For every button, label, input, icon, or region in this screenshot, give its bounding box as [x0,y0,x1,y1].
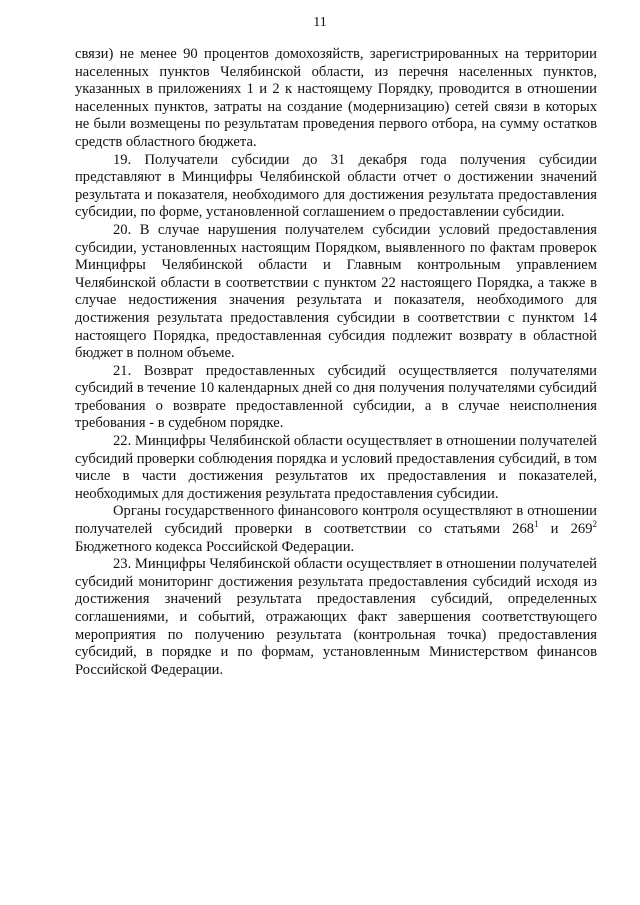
paragraph-22-control-mid: и 269 [538,521,593,538]
article-superscript-1: 1 [534,519,539,530]
paragraph-20: 20. В случае нарушения получателем субсидии условий предоставления субсидии, установленных настоящим Порядком, выявленного по фактам проверок Минцифры Челябинской области и Главным контрольным управлением Челябинской области в соответствии с пунктом 22 настоящего Порядка, а также в случае недостижения значения результата и показателя, необходимого для достижения результата предоставления субсидии в соответствии с пунктом 14 настоящего Порядка, предоставленная субсидия подлежит возврату в областной бюджет в полном объеме. [75,221,597,362]
paragraph-22-control-end: Бюджетного кодекса Российской Федерации. [75,538,355,555]
paragraph-22-control-start: Органы государственного финансового контроля осуществляют в отношении получателей субсидий проверки в соответствии со статьями 268 [75,503,597,538]
paragraph-19: 19. Получатели субсидии до 31 декабря года получения субсидии представляют в Минцифры Челябинской области отчет о достижении значений результата и показателя, необходимого для достижения результата предоставления субсидии, по форме, установленной соглашением о предоставлении субсидии. [75,151,597,221]
article-superscript-2: 2 [592,519,597,530]
paragraph-21: 21. Возврат предоставленных субсидий осуществляется получателями субсидий в течение 10 календарных дней со дня получения получателями субсидий требования о возврате предоставленной субсидии, а в случае неисполнения требования - в судебном порядке. [75,362,597,432]
paragraph-22: 22. Минцифры Челябинской области осуществляет в отношении получателей субсидий проверки соблюдения порядка и условий предоставления субсидий, в том числе в части достижения результатов их предоставления и показателей, необходимых для достижения результата предоставления субсидии. [75,433,597,502]
page-number: 11 [313,15,327,30]
paragraph-continuation: связи) не менее 90 процентов домохозяйств, зарегистрированных на территории населенных пунктов Челябинской области, из перечня населенных пунктов, указанных в приложениях 1 и 2 к настоящему Порядку, проводится в отношении населенных пунктов, затраты на создание (модернизацию) сетей связи в которых не были возмещены по результатам проведения первого отбора, на сумму остатков средств областного бюджета. [75,46,597,150]
paragraph-23: 23. Минцифры Челябинской области осуществляет в отношении получателей субсидий мониторинг достижения результата предоставления субсидий исходя из достижения значений результата предоставления субсидий, определенных соглашениями, и событий, отражающих факт завершения соответствующего мероприятия по получению результата (контрольная точка) предоставления субсидий, в порядке и по формам, установленным Министерством финансов Российской Федерации. [75,556,597,678]
paragraph-22-control [75,503,597,556]
document-body [75,46,597,679]
